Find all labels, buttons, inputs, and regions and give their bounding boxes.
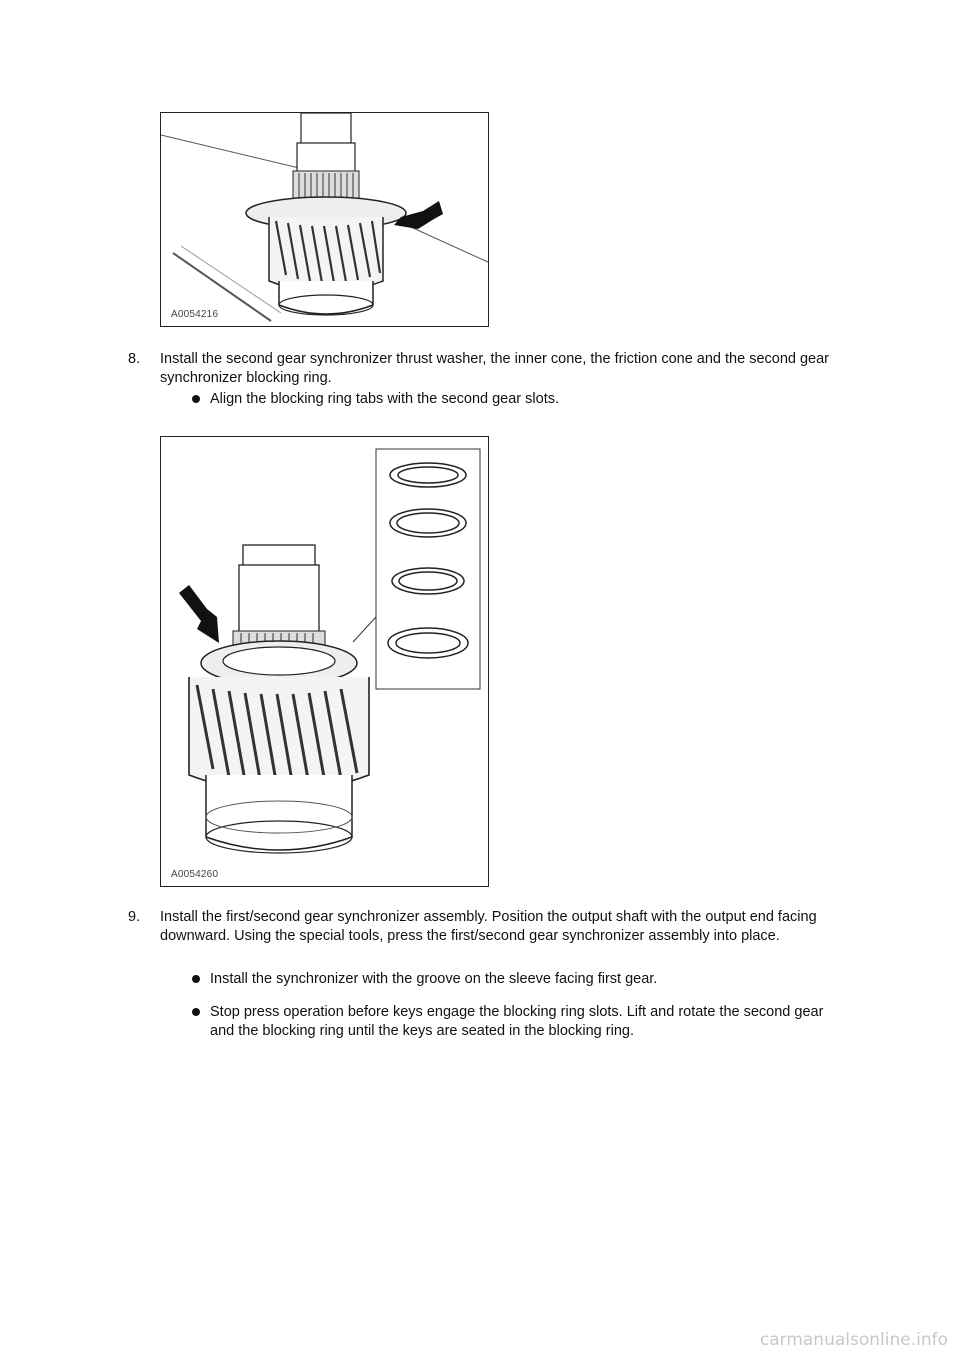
step-8-bullet-1 — [192, 390, 832, 410]
step-9 — [128, 908, 848, 968]
step-9-bullet-2 — [192, 1003, 832, 1043]
synchronizer-illustration — [161, 437, 489, 887]
figure-gear-shaft-2 — [160, 436, 489, 887]
bullet-icon — [192, 395, 200, 403]
bullet-icon — [192, 1008, 200, 1016]
step-text: Install the first/second gear synchronizer assembly. Position the output shaft with the output end facing downward. Using the special tools, press the first/second gear synchronizer assembly into place. — [160, 909, 817, 944]
bullet-text: Align the blocking ring tabs with the second gear slots. — [210, 391, 560, 407]
bullet-text: Install the synchronizer with the groove on the sleeve facing first gear. — [210, 971, 658, 987]
step-text: Install the second gear synchronizer thrust washer, the inner cone, the friction cone and the second gear synchronizer blocking ring. — [160, 351, 830, 386]
figure-code: A0054260 — [171, 869, 219, 880]
step-number: 9. — [128, 909, 141, 925]
gear-shaft-illustration-1 — [161, 113, 489, 327]
figure-gear-shaft-1 — [160, 112, 489, 327]
bullet-text: Stop press operation before keys engage the blocking ring slots. Lift and rotate the second gear and the blocking ring until the keys are seated in the blocking ring. — [210, 1004, 824, 1039]
figure-code: A0054216 — [171, 309, 219, 320]
step-8 — [128, 350, 848, 390]
bullet-icon — [192, 975, 200, 983]
step-9-bullet-1 — [192, 970, 832, 990]
step-number: 8. — [128, 351, 141, 367]
watermark: carmanualsonline.info — [759, 1330, 948, 1350]
